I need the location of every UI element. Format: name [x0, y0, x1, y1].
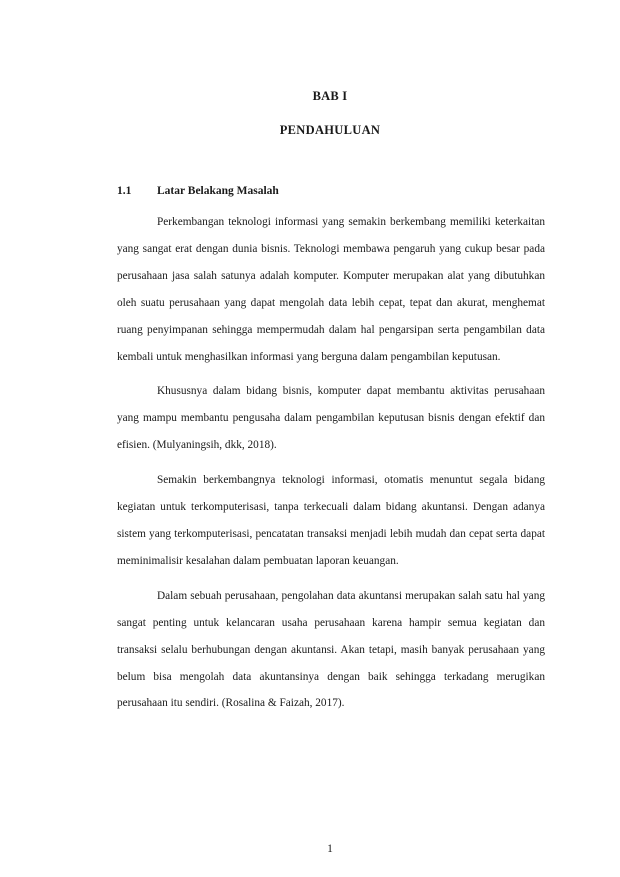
section-number: 1.1 [117, 185, 132, 197]
section-title: Latar Belakang Masalah [157, 185, 279, 197]
page-number: 1 [327, 843, 333, 855]
section-heading [117, 185, 279, 197]
paragraph: Dalam sebuah perusahaan, pengolahan data akuntansi merupakan salah satu hal yang sangat penting untuk kelancaran usaha perusahaan karena hampir semua kegiatan dan transaksi selalu berhubungan dengan akuntansi. Akan tetapi, masih banyak perusahaan yang belum bisa mengolah data akuntansinya dengan baik sehingga terkadang merugikan perusahaan itu sendiri. (Rosalina & Faizah, 2017). [117, 589, 545, 710]
paragraph: Semakin berkembangnya teknologi informasi, otomatis menuntut segala bidang kegiatan untuk terkomputerisasi, tanpa terkecuali dalam bidang akuntansi. Dengan adanya sistem yang terkomputerisasi, pencatatan transaksi menjadi lebih mudah dan cepat serta dapat meminimalisir kesalahan dalam pembuatan laporan keuangan. [117, 474, 545, 567]
chapter-title: PENDAHULUAN [279, 123, 381, 137]
body-text [117, 209, 545, 717]
paragraph: Perkembangan teknologi informasi yang semakin berkembang memiliki keterkaitan yang sangat erat dengan dunia bisnis. Teknologi membawa pengaruh yang cukup besar pada perusahaan jasa salah satunya adalah komputer. Komputer merupakan alat yang dibutuhkan oleh suatu perusahaan yang dapat mengolah data lebih cepat, tepat dan akurat, menghemat ruang penyimpanan sehingga mempermudah dalam hal pengarsipan serta pengambilan data kembali untuk menghasilkan informasi yang berguna dalam pengambilan keputusan. [117, 216, 545, 363]
chapter-number: BAB I [312, 89, 348, 103]
paragraph: Khususnya dalam bidang bisnis, komputer dapat membantu aktivitas perusahaan yang mampu membantu pengusaha dalam pengambilan keputusan bisnis dengan efektif dan efisien. (Mulyaningsih, dkk, 2018). [117, 385, 545, 452]
